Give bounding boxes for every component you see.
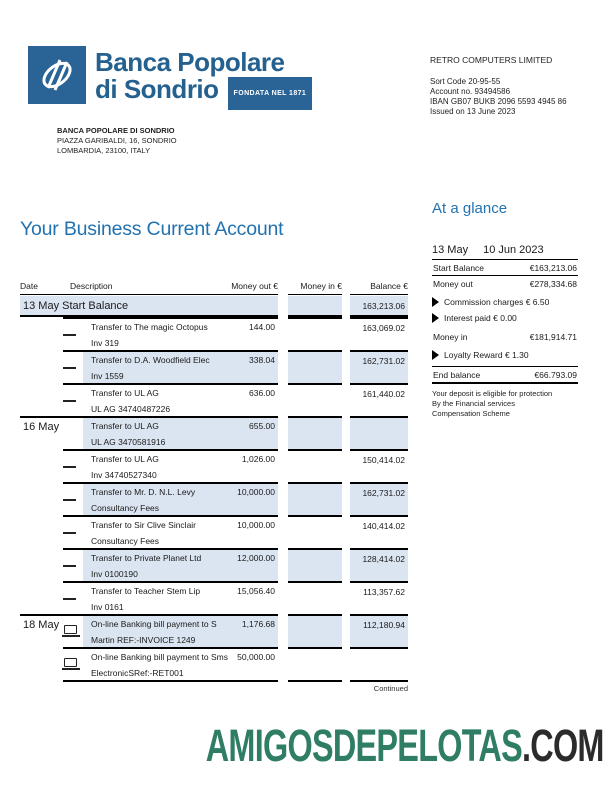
- transaction-reference: Consultancy Fees: [91, 503, 160, 513]
- row-dash: [63, 334, 76, 336]
- transaction-reference: Consultancy Fees: [91, 536, 160, 546]
- transaction-money-out: 338.04: [249, 355, 275, 365]
- transaction-reference: Inv 319: [91, 338, 119, 348]
- transaction-money-in: [288, 383, 342, 418]
- transaction-description: Transfer to Mr. D. N.L. Levy: [91, 487, 196, 497]
- continued-label: Continued: [373, 684, 408, 693]
- triangle-bullet-icon: [432, 350, 439, 360]
- transaction-money-out: 10,000.00: [237, 520, 275, 530]
- transaction-money-in: [288, 581, 342, 616]
- period-start: 13 May: [432, 244, 469, 256]
- table-row: [20, 614, 408, 647]
- at-a-glance-panel: [432, 200, 578, 384]
- transaction-money-in: [288, 548, 342, 583]
- transaction-date: [20, 515, 63, 550]
- table-row: [20, 383, 408, 416]
- transaction-money-out: 12,000.00: [237, 553, 275, 563]
- table-row: [20, 350, 408, 383]
- online-banking-icon: [64, 625, 77, 634]
- transaction-description: On-line Banking bill payment to S: [91, 619, 217, 629]
- transaction-description: Transfer to The magic Octopus: [91, 322, 208, 332]
- table-row: [20, 482, 408, 515]
- transaction-reference: Inv 0100190: [91, 569, 138, 579]
- transaction-reference: Inv 0161: [91, 602, 124, 612]
- transaction-money-out: 144.00: [249, 322, 275, 332]
- transaction-money-out: 1,026.00: [241, 454, 275, 464]
- at-a-glance-title: At a glance: [432, 200, 508, 217]
- header-date: Date: [20, 281, 63, 295]
- transaction-money-out: 15,056.40: [237, 586, 275, 596]
- transaction-reference: Inv 34740527340: [91, 470, 157, 480]
- transaction-description: Transfer to Private Planet Ltd: [91, 553, 202, 563]
- transaction-reference: UL AG 34740487226: [91, 404, 171, 414]
- bank-address-street: PIAZZA GARIBALDI, 16, SONDRIO: [57, 136, 177, 145]
- bank-logo-monogram: [36, 54, 78, 96]
- glance-end-balance: End balance €66.793.09: [432, 366, 578, 384]
- table-row: [20, 416, 408, 449]
- transaction-date: [20, 350, 63, 385]
- transaction-balance: 162,731.02: [350, 482, 408, 517]
- period-end: 10 Jun 2023: [483, 244, 544, 256]
- transaction-description: Transfer to Teacher Stem Lip: [91, 586, 201, 596]
- transaction-money-in: [288, 482, 342, 517]
- table-row: [20, 548, 408, 581]
- transaction-balance: 162,731.02: [350, 350, 408, 385]
- transaction-balance: 163,069.02: [350, 317, 408, 352]
- transaction-money-out: 50,000.00: [237, 652, 275, 662]
- transaction-money-in: [288, 449, 342, 484]
- bank-address-name: BANCA POPOLARE DI SONDRIO: [57, 126, 175, 135]
- start-balance-label: 13 May Start Balance: [20, 296, 278, 317]
- bank-address: [57, 126, 177, 156]
- transaction-balance: 150,414.02: [350, 449, 408, 484]
- glance-interest: Interest paid € 0.00: [432, 313, 578, 323]
- transaction-money-in: [288, 647, 342, 682]
- transaction-money-in: [288, 317, 342, 352]
- transaction-money-out: 10,000.00: [237, 487, 275, 497]
- table-header-row: [20, 281, 408, 296]
- glance-commission: Commission charges € 6.50: [432, 297, 578, 307]
- transaction-date: [20, 581, 63, 616]
- table-row: [20, 647, 408, 680]
- bank-name-line1: Banca Popolare: [95, 47, 285, 77]
- transaction-money-out: 1,176.68: [241, 619, 275, 629]
- glance-loyalty: Loyalty Reward € 1.30: [432, 350, 578, 360]
- header-balance: Balance €: [350, 281, 408, 295]
- glance-money-in: Money in €181,914.71: [433, 332, 577, 342]
- transaction-date: [20, 482, 63, 517]
- row-dash: [63, 565, 76, 567]
- account-holder-name: RETRO COMPUTERS LIMITED: [430, 55, 553, 65]
- transaction-balance: 161,440.02: [350, 383, 408, 418]
- table-row: [20, 449, 408, 482]
- iban: IBAN GB07 BUKB 2096 5593 4945 86: [430, 97, 567, 106]
- row-dash: [63, 367, 76, 369]
- transactions-table: [20, 281, 408, 680]
- header-money-in: Money in €: [288, 281, 342, 295]
- bank-name-line2: di Sondrio: [95, 74, 219, 104]
- transaction-date: [20, 317, 63, 352]
- transaction-description: Transfer to UL AG: [91, 454, 159, 464]
- transaction-balance: 113,357.62: [350, 581, 408, 616]
- transaction-date: 18 May: [20, 614, 63, 649]
- watermark-name: AMIGOSDEPELOTAS: [206, 720, 523, 771]
- online-banking-icon: [64, 658, 77, 667]
- glance-start-balance: Start Balance €163,213.06: [432, 260, 578, 276]
- triangle-bullet-icon: [432, 297, 439, 307]
- watermark: [206, 720, 604, 772]
- start-balance-row: [20, 296, 408, 317]
- transaction-date: [20, 449, 63, 484]
- row-dash: [63, 532, 76, 534]
- account-holder-info: [430, 55, 567, 117]
- transaction-reference: Martin REF:-INVOICE 1249: [91, 635, 196, 645]
- transaction-date: 16 May: [20, 416, 63, 451]
- transaction-reference: UL AG 3470581916: [91, 437, 166, 447]
- transaction-description: Transfer to D.A. Woodfield Elec: [91, 355, 210, 365]
- table-row: [20, 581, 408, 614]
- transaction-balance: [350, 416, 408, 451]
- transaction-description: On-line Banking bill payment to Sms: [91, 652, 229, 662]
- transaction-reference: Inv 1559: [91, 371, 124, 381]
- transaction-date: [20, 383, 63, 418]
- watermark-tld: .COM: [522, 720, 604, 771]
- transaction-money-in: [288, 350, 342, 385]
- header-description: Description: [70, 281, 113, 291]
- row-dash: [63, 598, 76, 600]
- transaction-balance: 128,414.02: [350, 548, 408, 583]
- issued-date: Issued on 13 June 2023: [430, 107, 516, 116]
- transaction-description: Transfer to Sir Clive Sinclair: [91, 520, 197, 530]
- transaction-balance: [350, 647, 408, 682]
- transaction-money-in: [288, 614, 342, 649]
- founded-badge: FONDATA NEL 1871: [228, 77, 313, 110]
- transaction-money-out: 655.00: [249, 421, 275, 431]
- transaction-balance: 140,414.02: [350, 515, 408, 550]
- transaction-date: [20, 548, 63, 583]
- bank-logo: [28, 46, 86, 104]
- transaction-money-in: [288, 416, 342, 451]
- row-dash: [63, 400, 76, 402]
- row-dash: [63, 466, 76, 468]
- row-dash: [63, 499, 76, 501]
- transaction-reference: ElectronicSRef:-RET001: [91, 668, 184, 678]
- transaction-description: Transfer to UL AG: [91, 388, 159, 398]
- start-balance-amount: 163,213.06: [350, 296, 408, 317]
- transaction-money-in: [288, 515, 342, 550]
- transaction-money-out: 636.00: [249, 388, 275, 398]
- triangle-bullet-icon: [432, 313, 439, 323]
- statement-period: [432, 244, 578, 260]
- transaction-description: Transfer to UL AG: [91, 421, 159, 431]
- transaction-balance: 112,180.94: [350, 614, 408, 649]
- page-title: Your Business Current Account: [20, 218, 284, 240]
- glance-money-out: Money out €278,334.68: [433, 279, 577, 289]
- header-money-out: Money out €: [231, 281, 278, 291]
- sort-code: Sort Code 20-95-55: [430, 77, 501, 86]
- bank-address-region: LOMBARDIA, 23100, ITALY: [57, 146, 151, 155]
- deposit-protection-note: Your deposit is eligible for protection By the Financial services Compensation Scheme: [432, 389, 553, 418]
- table-row: [20, 515, 408, 548]
- transaction-date: [20, 647, 63, 682]
- table-row: [20, 317, 408, 350]
- account-number: Account no. 93494586: [430, 87, 511, 96]
- bank-wordmark: [95, 49, 312, 110]
